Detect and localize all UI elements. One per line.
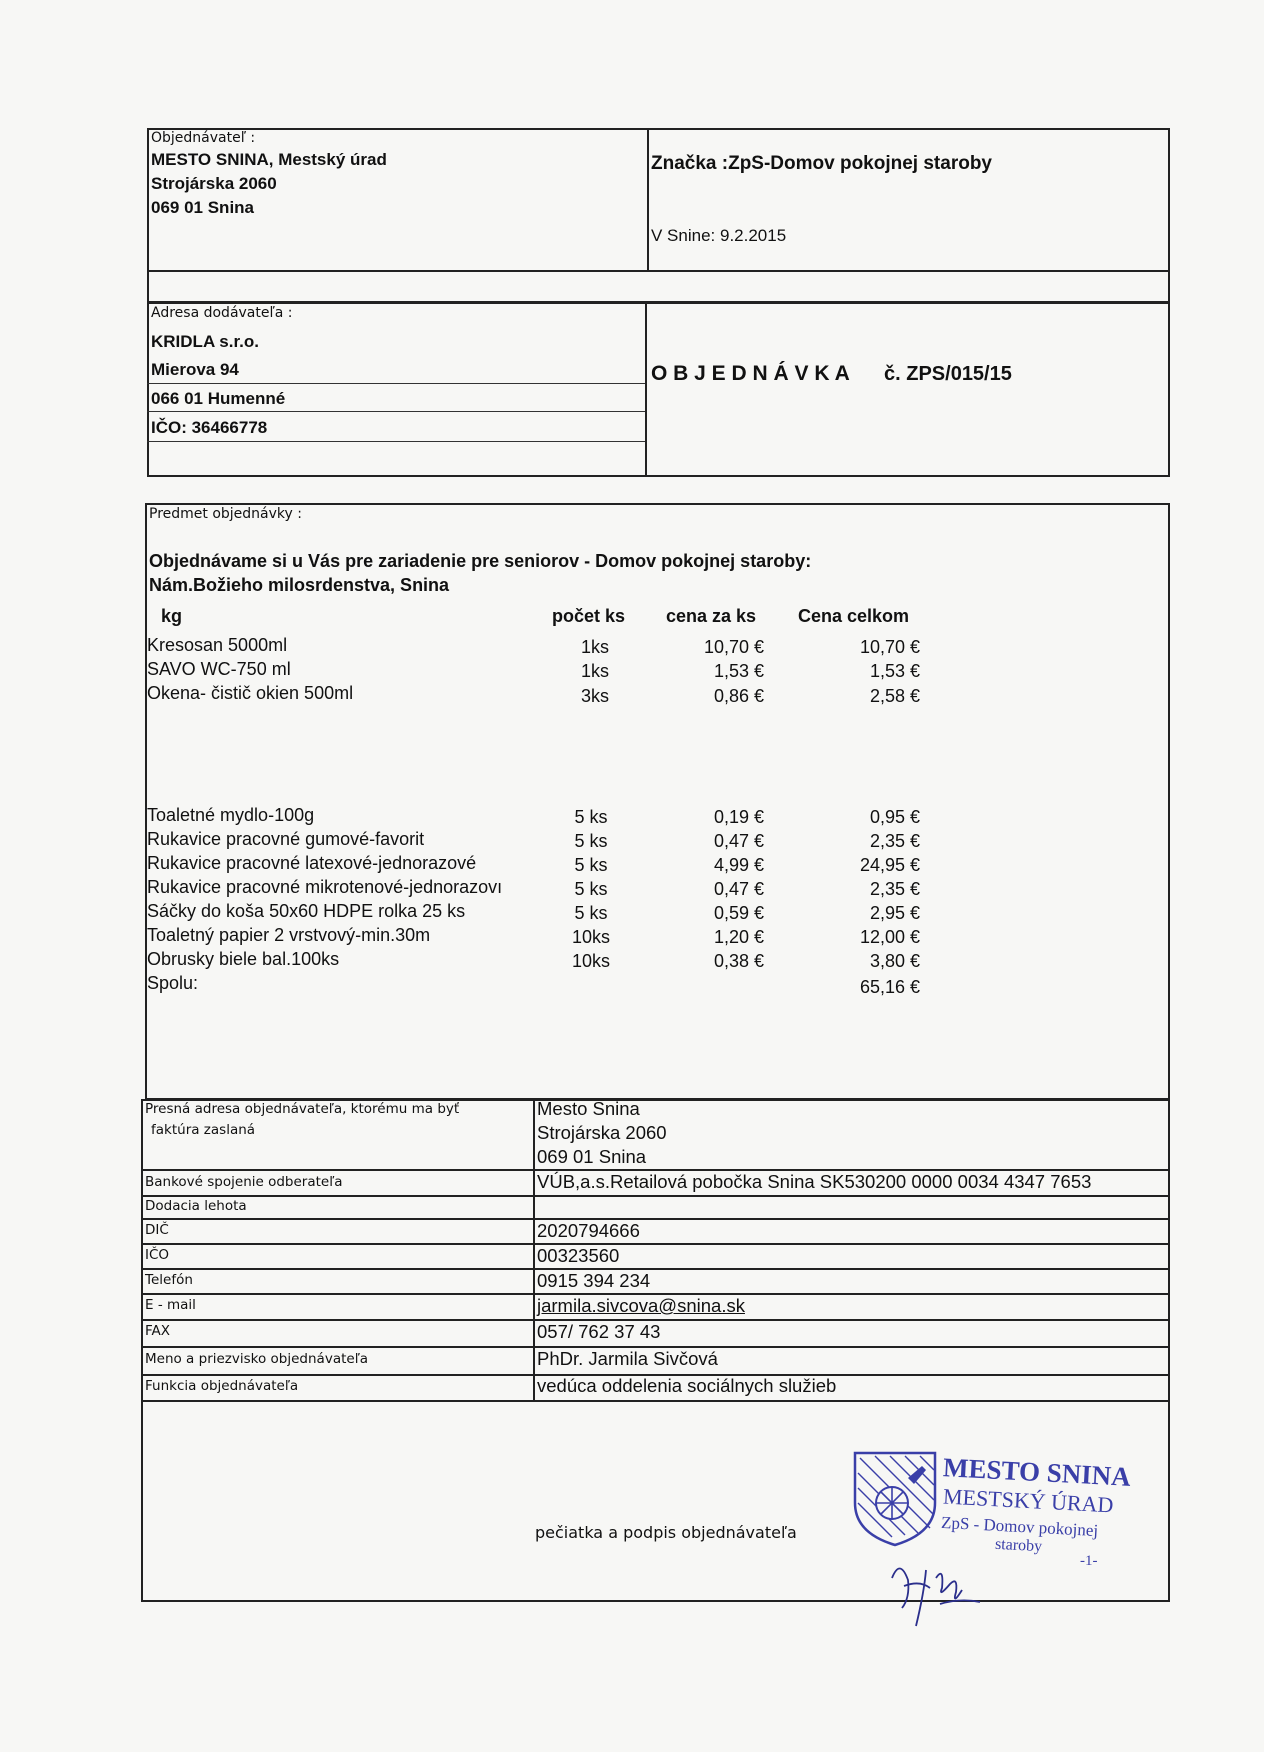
item-unit-price: 1,20 €: [713, 927, 764, 947]
orderer-label: Objednávateľ :: [151, 130, 256, 146]
coat-of-arms-icon: [850, 1448, 940, 1548]
item-unit-price: 0,47 €: [713, 879, 764, 899]
divider: [147, 270, 1170, 272]
divider: [147, 441, 645, 442]
item-total: 1,53 €: [869, 661, 920, 681]
item-qty: 10ks: [571, 951, 611, 971]
stamp-line-2: MESTSKÝ ÚRAD: [942, 1483, 1115, 1518]
divider: [647, 128, 649, 271]
item-name: Toaletné mydlo-100g: [147, 805, 315, 825]
item-name: Okena- čistič okien 500ml: [147, 683, 354, 703]
order-title: O B J E D N Á V K A: [651, 362, 850, 385]
item-qty: 1ks: [580, 637, 609, 657]
supplier-name: KRIDLA s.r.o.: [151, 332, 259, 351]
detail-value: 057/ 762 37 43: [537, 1321, 661, 1342]
supplier-city: 066 01 Humenné: [151, 389, 286, 408]
item-total: 2,35 €: [869, 831, 920, 851]
divider: [147, 383, 645, 384]
item-total: 24,95 €: [859, 855, 920, 875]
invoice-address-3: 069 01 Snina: [537, 1146, 647, 1167]
item-unit-price: 0,59 €: [713, 903, 764, 923]
detail-value: 00323560: [537, 1245, 620, 1266]
item-name: Rukavice pracovné latexové-jednorazové: [147, 853, 477, 873]
item-total: 3,80 €: [869, 951, 920, 971]
subject-line-1: Objednávame si u Vás pre zariadenie pre seniorov - Domov pokojnej staroby:: [149, 551, 812, 571]
item-qty: 5 ks: [574, 903, 608, 923]
column-header-unit-price: cena za ks: [666, 606, 757, 626]
stamp-line-1: MESTO SNINA: [942, 1452, 1132, 1492]
item-unit-price: 0,19 €: [713, 807, 764, 827]
detail-value: vedúca oddelenia sociálnych služieb: [537, 1375, 837, 1396]
email-link[interactable]: jarmila.sivcova@snina.sk: [537, 1295, 745, 1316]
item-name: Kresosan 5000ml: [147, 635, 288, 655]
divider: [645, 302, 647, 477]
divider: [141, 1243, 1170, 1245]
stamp-line-5: -1-: [1080, 1553, 1098, 1569]
item-qty: 5 ks: [574, 879, 608, 899]
item-name: Sáčky do koša 50x60 HDPE rolka 25 ks: [147, 901, 466, 921]
item-name: Rukavice pracovné gumové-favorit: [147, 829, 425, 849]
orderer-street: Strojárska 2060: [151, 174, 277, 193]
detail-label: Telefón: [145, 1272, 193, 1288]
stamp-line-4: staroby: [994, 1535, 1043, 1556]
detail-label: Funkcia objednávateľa: [145, 1378, 299, 1394]
signature-caption: pečiatka a podpis objednávateľa: [535, 1523, 797, 1542]
detail-value: PhDr. Jarmila Sivčová: [537, 1348, 718, 1369]
sum-value: 65,16 €: [859, 977, 920, 997]
item-qty: 5 ks: [574, 807, 608, 827]
detail-value: 0915 394 234: [537, 1270, 651, 1291]
item-total: 2,95 €: [869, 903, 920, 923]
stamp-line-3: ZpS - Domov pokojnej: [940, 1512, 1099, 1541]
address-label-cont: faktúra zaslaná: [151, 1122, 256, 1138]
column-header-qty: počet ks: [552, 606, 626, 626]
item-name: SAVO WC-750 ml: [147, 659, 291, 679]
handwritten-signature: [880, 1548, 1000, 1628]
item-name: Obrusky biele bal.100ks: [147, 949, 340, 969]
supplier-street: Mierova 94: [151, 360, 239, 379]
orderer-city: 069 01 Snina: [151, 198, 255, 217]
subject-label: Predmet objednávky :: [149, 506, 302, 522]
item-qty: 1ks: [580, 661, 609, 681]
item-qty: 10ks: [571, 927, 611, 947]
item-unit-price: 0,47 €: [713, 831, 764, 851]
divider: [141, 1218, 1170, 1220]
sum-label: Spolu:: [147, 973, 199, 993]
item-name: Rukavice pracovné mikrotenové-jednorazovı: [147, 877, 503, 897]
item-total: 0,95 €: [869, 807, 920, 827]
item-total: 2,58 €: [869, 686, 920, 706]
order-mark: Značka :ZpS-Domov pokojnej staroby: [651, 153, 992, 174]
column-header-kg: kg: [161, 606, 183, 626]
column-header-total: Cena celkom: [798, 606, 910, 626]
divider: [533, 1099, 535, 1401]
order-date: V Snine: 9.2.2015: [651, 226, 787, 245]
divider: [141, 1268, 1170, 1270]
invoice-address-1: Mesto Snina: [537, 1098, 640, 1119]
item-qty: 3ks: [580, 686, 609, 706]
item-unit-price: 0,38 €: [713, 951, 764, 971]
item-unit-price: 4,99 €: [713, 855, 764, 875]
detail-label: E - mail: [145, 1297, 196, 1313]
detail-label: FAX: [145, 1323, 171, 1339]
official-stamp: [845, 1443, 1132, 1593]
item-unit-price: 10,70 €: [703, 637, 764, 657]
divider: [141, 1195, 1170, 1197]
item-name: Toaletný papier 2 vrstvový-min.30m: [147, 925, 431, 945]
item-total: 2,35 €: [869, 879, 920, 899]
supplier-box: [147, 302, 1170, 477]
address-label: Presná adresa objednávateľa, ktorému ma byť: [145, 1101, 460, 1117]
detail-label: Dodacia lehota: [145, 1198, 247, 1214]
detail-value: VÚB,a.s.Retailová pobočka Snina SK530200 0000 0034 4347 7653: [537, 1171, 1092, 1192]
item-unit-price: 0,86 €: [713, 686, 764, 706]
item-qty: 5 ks: [574, 831, 608, 851]
divider: [147, 411, 645, 412]
detail-label: Meno a priezvisko objednávateľa: [145, 1351, 369, 1367]
subject-line-2: Nám.Božieho milosrdenstva, Snina: [149, 575, 450, 595]
item-total: 10,70 €: [859, 637, 920, 657]
order-number: č. ZPS/015/15: [884, 363, 1012, 385]
detail-value: 2020794666: [537, 1220, 640, 1241]
item-total: 12,00 €: [859, 927, 920, 947]
invoice-address-2: Strojárska 2060: [537, 1122, 667, 1143]
orderer-name: MESTO SNINA, Mestský úrad: [151, 150, 387, 169]
detail-label: Bankové spojenie odberateľa: [145, 1174, 343, 1190]
item-qty: 5 ks: [574, 855, 608, 875]
supplier-ico: IČO: 36466778: [151, 418, 268, 437]
item-unit-price: 1,53 €: [713, 661, 764, 681]
detail-label: IČO: [145, 1247, 170, 1263]
divider: [141, 1400, 1170, 1402]
detail-label: DIČ: [145, 1222, 169, 1238]
supplier-label: Adresa dodávateľa :: [151, 305, 293, 321]
